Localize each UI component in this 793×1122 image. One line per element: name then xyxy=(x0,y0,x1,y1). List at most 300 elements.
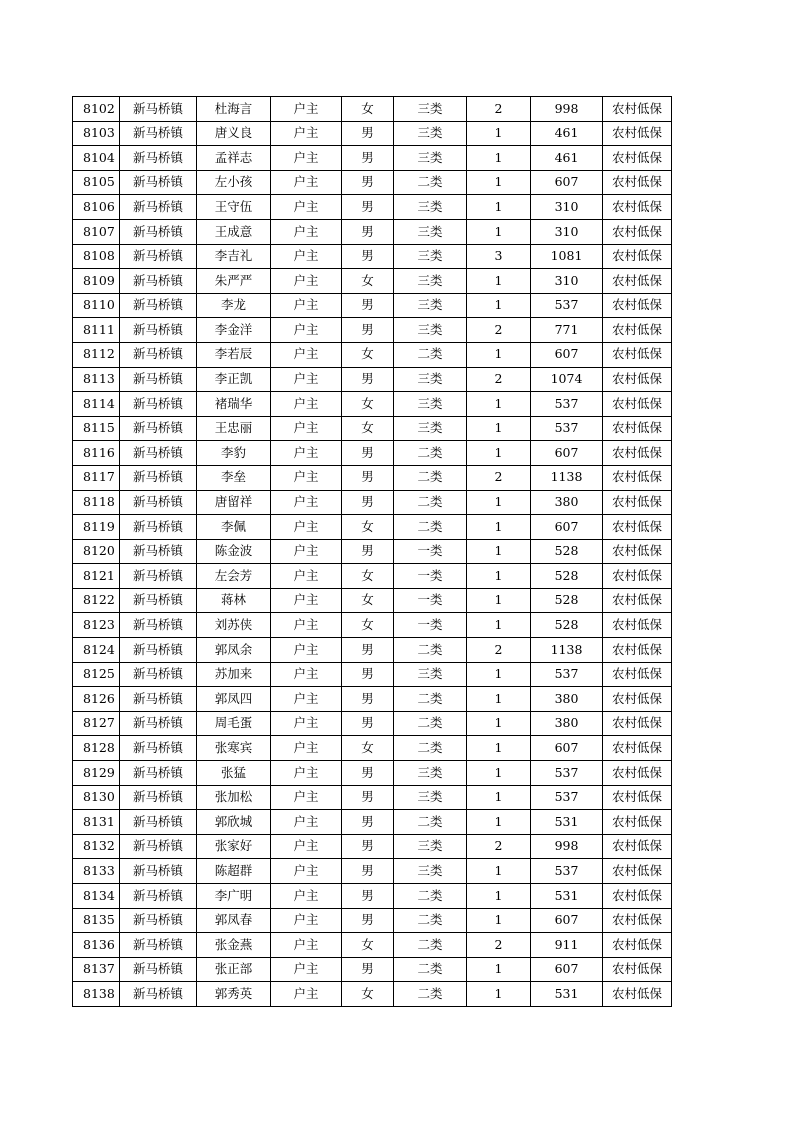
amount-cell: 537 xyxy=(531,293,603,318)
relation-cell: 户主 xyxy=(271,785,342,810)
assistance-type-cell: 农村低保 xyxy=(603,490,672,515)
amount-cell: 531 xyxy=(531,810,603,835)
category-cell: 三类 xyxy=(394,318,467,343)
household-size-cell: 2 xyxy=(467,638,531,663)
household-size-cell: 2 xyxy=(467,465,531,490)
household-size-cell: 1 xyxy=(467,736,531,761)
gender-cell: 男 xyxy=(342,761,394,786)
town-cell: 新马桥镇 xyxy=(120,146,197,171)
assistance-type-cell: 农村低保 xyxy=(603,392,672,417)
gender-cell: 女 xyxy=(342,564,394,589)
record-number-cell: 8121 xyxy=(73,564,120,589)
relation-cell: 户主 xyxy=(271,195,342,220)
category-cell: 三类 xyxy=(394,195,467,220)
town-cell: 新马桥镇 xyxy=(120,342,197,367)
assistance-type-cell: 农村低保 xyxy=(603,146,672,171)
relation-cell: 户主 xyxy=(271,318,342,343)
town-cell: 新马桥镇 xyxy=(120,170,197,195)
category-cell: 三类 xyxy=(394,859,467,884)
relation-cell: 户主 xyxy=(271,884,342,909)
name-cell: 杜海言 xyxy=(197,97,271,122)
gender-cell: 女 xyxy=(342,416,394,441)
record-number-cell: 8116 xyxy=(73,441,120,466)
amount-cell: 461 xyxy=(531,146,603,171)
record-number-cell: 8127 xyxy=(73,711,120,736)
assistance-type-cell: 农村低保 xyxy=(603,219,672,244)
amount-cell: 461 xyxy=(531,121,603,146)
table-row xyxy=(73,269,672,294)
assistance-type-cell: 农村低保 xyxy=(603,564,672,589)
gender-cell: 女 xyxy=(342,736,394,761)
category-cell: 二类 xyxy=(394,736,467,761)
amount-cell: 911 xyxy=(531,933,603,958)
town-cell: 新马桥镇 xyxy=(120,908,197,933)
relation-cell: 户主 xyxy=(271,982,342,1007)
category-cell: 二类 xyxy=(394,638,467,663)
table-row xyxy=(73,97,672,122)
table-row xyxy=(73,515,672,540)
gender-cell: 男 xyxy=(342,195,394,220)
table-row xyxy=(73,465,672,490)
category-cell: 一类 xyxy=(394,564,467,589)
record-number-cell: 8134 xyxy=(73,884,120,909)
amount-cell: 528 xyxy=(531,588,603,613)
household-size-cell: 1 xyxy=(467,146,531,171)
town-cell: 新马桥镇 xyxy=(120,711,197,736)
household-size-cell: 1 xyxy=(467,564,531,589)
amount-cell: 1074 xyxy=(531,367,603,392)
amount-cell: 310 xyxy=(531,269,603,294)
category-cell: 三类 xyxy=(394,834,467,859)
table-row xyxy=(73,244,672,269)
name-cell: 苏加来 xyxy=(197,662,271,687)
amount-cell: 537 xyxy=(531,785,603,810)
town-cell: 新马桥镇 xyxy=(120,441,197,466)
category-cell: 三类 xyxy=(394,244,467,269)
record-number-cell: 8109 xyxy=(73,269,120,294)
household-size-cell: 1 xyxy=(467,121,531,146)
name-cell: 左小孩 xyxy=(197,170,271,195)
relation-cell: 户主 xyxy=(271,736,342,761)
table-row xyxy=(73,859,672,884)
assistance-type-cell: 农村低保 xyxy=(603,859,672,884)
assistance-type-cell: 农村低保 xyxy=(603,195,672,220)
gender-cell: 女 xyxy=(342,982,394,1007)
gender-cell: 男 xyxy=(342,490,394,515)
table-row xyxy=(73,539,672,564)
household-size-cell: 1 xyxy=(467,711,531,736)
assistance-table xyxy=(72,96,672,1007)
gender-cell: 男 xyxy=(342,293,394,318)
table-row xyxy=(73,170,672,195)
category-cell: 二类 xyxy=(394,170,467,195)
relation-cell: 户主 xyxy=(271,416,342,441)
name-cell: 郭秀英 xyxy=(197,982,271,1007)
gender-cell: 女 xyxy=(342,588,394,613)
table-row xyxy=(73,908,672,933)
assistance-type-cell: 农村低保 xyxy=(603,933,672,958)
assistance-type-cell: 农村低保 xyxy=(603,982,672,1007)
town-cell: 新马桥镇 xyxy=(120,564,197,589)
assistance-type-cell: 农村低保 xyxy=(603,711,672,736)
assistance-type-cell: 农村低保 xyxy=(603,97,672,122)
gender-cell: 女 xyxy=(342,392,394,417)
category-cell: 一类 xyxy=(394,588,467,613)
table-row xyxy=(73,564,672,589)
amount-cell: 771 xyxy=(531,318,603,343)
relation-cell: 户主 xyxy=(271,170,342,195)
name-cell: 李若辰 xyxy=(197,342,271,367)
amount-cell: 607 xyxy=(531,515,603,540)
category-cell: 二类 xyxy=(394,957,467,982)
town-cell: 新马桥镇 xyxy=(120,392,197,417)
gender-cell: 男 xyxy=(342,638,394,663)
amount-cell: 537 xyxy=(531,662,603,687)
town-cell: 新马桥镇 xyxy=(120,121,197,146)
assistance-type-cell: 农村低保 xyxy=(603,170,672,195)
town-cell: 新马桥镇 xyxy=(120,195,197,220)
gender-cell: 男 xyxy=(342,711,394,736)
record-number-cell: 8128 xyxy=(73,736,120,761)
record-number-cell: 8102 xyxy=(73,97,120,122)
category-cell: 二类 xyxy=(394,810,467,835)
name-cell: 李吉礼 xyxy=(197,244,271,269)
assistance-type-cell: 农村低保 xyxy=(603,515,672,540)
assistance-type-cell: 农村低保 xyxy=(603,539,672,564)
table-row xyxy=(73,785,672,810)
category-cell: 三类 xyxy=(394,785,467,810)
record-number-cell: 8125 xyxy=(73,662,120,687)
table-row xyxy=(73,490,672,515)
relation-cell: 户主 xyxy=(271,146,342,171)
table-row xyxy=(73,884,672,909)
town-cell: 新马桥镇 xyxy=(120,982,197,1007)
category-cell: 二类 xyxy=(394,342,467,367)
gender-cell: 男 xyxy=(342,146,394,171)
household-size-cell: 1 xyxy=(467,392,531,417)
town-cell: 新马桥镇 xyxy=(120,810,197,835)
category-cell: 三类 xyxy=(394,662,467,687)
category-cell: 二类 xyxy=(394,884,467,909)
name-cell: 李金洋 xyxy=(197,318,271,343)
table-row xyxy=(73,638,672,663)
name-cell: 蒋林 xyxy=(197,588,271,613)
household-size-cell: 1 xyxy=(467,293,531,318)
town-cell: 新马桥镇 xyxy=(120,638,197,663)
record-number-cell: 8120 xyxy=(73,539,120,564)
amount-cell: 531 xyxy=(531,982,603,1007)
assistance-type-cell: 农村低保 xyxy=(603,761,672,786)
table-row xyxy=(73,613,672,638)
record-number-cell: 8117 xyxy=(73,465,120,490)
amount-cell: 998 xyxy=(531,97,603,122)
town-cell: 新马桥镇 xyxy=(120,687,197,712)
table-row xyxy=(73,342,672,367)
name-cell: 郭凤四 xyxy=(197,687,271,712)
assistance-type-cell: 农村低保 xyxy=(603,293,672,318)
record-number-cell: 8136 xyxy=(73,933,120,958)
table-row xyxy=(73,687,672,712)
amount-cell: 607 xyxy=(531,736,603,761)
name-cell: 李广明 xyxy=(197,884,271,909)
table-row xyxy=(73,662,672,687)
relation-cell: 户主 xyxy=(271,539,342,564)
household-size-cell: 1 xyxy=(467,195,531,220)
category-cell: 三类 xyxy=(394,293,467,318)
table-row xyxy=(73,982,672,1007)
category-cell: 一类 xyxy=(394,539,467,564)
category-cell: 三类 xyxy=(394,121,467,146)
gender-cell: 女 xyxy=(342,342,394,367)
name-cell: 郭欣城 xyxy=(197,810,271,835)
amount-cell: 528 xyxy=(531,613,603,638)
household-size-cell: 2 xyxy=(467,97,531,122)
amount-cell: 537 xyxy=(531,859,603,884)
household-size-cell: 1 xyxy=(467,785,531,810)
town-cell: 新马桥镇 xyxy=(120,588,197,613)
gender-cell: 男 xyxy=(342,465,394,490)
relation-cell: 户主 xyxy=(271,613,342,638)
relation-cell: 户主 xyxy=(271,342,342,367)
household-size-cell: 1 xyxy=(467,539,531,564)
name-cell: 李正凯 xyxy=(197,367,271,392)
gender-cell: 男 xyxy=(342,859,394,884)
gender-cell: 男 xyxy=(342,957,394,982)
name-cell: 张家好 xyxy=(197,834,271,859)
town-cell: 新马桥镇 xyxy=(120,613,197,638)
amount-cell: 380 xyxy=(531,711,603,736)
household-size-cell: 1 xyxy=(467,761,531,786)
table-row xyxy=(73,392,672,417)
gender-cell: 男 xyxy=(342,367,394,392)
table-row xyxy=(73,834,672,859)
town-cell: 新马桥镇 xyxy=(120,785,197,810)
relation-cell: 户主 xyxy=(271,244,342,269)
assistance-type-cell: 农村低保 xyxy=(603,367,672,392)
relation-cell: 户主 xyxy=(271,588,342,613)
record-number-cell: 8107 xyxy=(73,219,120,244)
name-cell: 刘苏侠 xyxy=(197,613,271,638)
record-number-cell: 8103 xyxy=(73,121,120,146)
name-cell: 陈金波 xyxy=(197,539,271,564)
amount-cell: 537 xyxy=(531,416,603,441)
record-number-cell: 8124 xyxy=(73,638,120,663)
assistance-type-cell: 农村低保 xyxy=(603,884,672,909)
assistance-type-cell: 农村低保 xyxy=(603,244,672,269)
gender-cell: 女 xyxy=(342,97,394,122)
relation-cell: 户主 xyxy=(271,441,342,466)
town-cell: 新马桥镇 xyxy=(120,884,197,909)
table-row xyxy=(73,441,672,466)
record-number-cell: 8111 xyxy=(73,318,120,343)
table-row xyxy=(73,367,672,392)
amount-cell: 607 xyxy=(531,908,603,933)
household-size-cell: 3 xyxy=(467,244,531,269)
category-cell: 二类 xyxy=(394,933,467,958)
amount-cell: 380 xyxy=(531,687,603,712)
category-cell: 一类 xyxy=(394,613,467,638)
record-number-cell: 8113 xyxy=(73,367,120,392)
name-cell: 张猛 xyxy=(197,761,271,786)
name-cell: 郭凤春 xyxy=(197,908,271,933)
town-cell: 新马桥镇 xyxy=(120,490,197,515)
record-number-cell: 8108 xyxy=(73,244,120,269)
name-cell: 唐留祥 xyxy=(197,490,271,515)
table-row xyxy=(73,711,672,736)
assistance-type-cell: 农村低保 xyxy=(603,342,672,367)
category-cell: 三类 xyxy=(394,146,467,171)
town-cell: 新马桥镇 xyxy=(120,515,197,540)
category-cell: 三类 xyxy=(394,97,467,122)
assistance-type-cell: 农村低保 xyxy=(603,908,672,933)
assistance-type-cell: 农村低保 xyxy=(603,662,672,687)
gender-cell: 男 xyxy=(342,834,394,859)
household-size-cell: 2 xyxy=(467,834,531,859)
household-size-cell: 1 xyxy=(467,613,531,638)
name-cell: 陈超群 xyxy=(197,859,271,884)
name-cell: 张正部 xyxy=(197,957,271,982)
household-size-cell: 2 xyxy=(467,318,531,343)
relation-cell: 户主 xyxy=(271,711,342,736)
gender-cell: 女 xyxy=(342,613,394,638)
town-cell: 新马桥镇 xyxy=(120,761,197,786)
name-cell: 朱严严 xyxy=(197,269,271,294)
name-cell: 李佩 xyxy=(197,515,271,540)
town-cell: 新马桥镇 xyxy=(120,539,197,564)
amount-cell: 1081 xyxy=(531,244,603,269)
household-size-cell: 1 xyxy=(467,588,531,613)
assistance-type-cell: 农村低保 xyxy=(603,441,672,466)
gender-cell: 男 xyxy=(342,810,394,835)
household-size-cell: 1 xyxy=(467,170,531,195)
table-row xyxy=(73,736,672,761)
town-cell: 新马桥镇 xyxy=(120,367,197,392)
town-cell: 新马桥镇 xyxy=(120,859,197,884)
relation-cell: 户主 xyxy=(271,392,342,417)
assistance-type-cell: 农村低保 xyxy=(603,834,672,859)
household-size-cell: 1 xyxy=(467,662,531,687)
table-row xyxy=(73,810,672,835)
household-size-cell: 1 xyxy=(467,884,531,909)
relation-cell: 户主 xyxy=(271,490,342,515)
category-cell: 三类 xyxy=(394,416,467,441)
gender-cell: 女 xyxy=(342,515,394,540)
relation-cell: 户主 xyxy=(271,564,342,589)
assistance-type-cell: 农村低保 xyxy=(603,588,672,613)
household-size-cell: 1 xyxy=(467,908,531,933)
household-size-cell: 1 xyxy=(467,687,531,712)
name-cell: 张寒宾 xyxy=(197,736,271,761)
town-cell: 新马桥镇 xyxy=(120,662,197,687)
table-row xyxy=(73,588,672,613)
table-row xyxy=(73,293,672,318)
category-cell: 三类 xyxy=(394,367,467,392)
household-size-cell: 1 xyxy=(467,269,531,294)
record-number-cell: 8122 xyxy=(73,588,120,613)
category-cell: 三类 xyxy=(394,761,467,786)
record-number-cell: 8118 xyxy=(73,490,120,515)
assistance-type-cell: 农村低保 xyxy=(603,465,672,490)
assistance-type-cell: 农村低保 xyxy=(603,687,672,712)
category-cell: 三类 xyxy=(394,392,467,417)
assistance-type-cell: 农村低保 xyxy=(603,785,672,810)
category-cell: 二类 xyxy=(394,982,467,1007)
town-cell: 新马桥镇 xyxy=(120,293,197,318)
household-size-cell: 2 xyxy=(467,933,531,958)
assistance-type-cell: 农村低保 xyxy=(603,416,672,441)
assistance-type-cell: 农村低保 xyxy=(603,810,672,835)
category-cell: 二类 xyxy=(394,441,467,466)
relation-cell: 户主 xyxy=(271,859,342,884)
record-number-cell: 8131 xyxy=(73,810,120,835)
assistance-type-cell: 农村低保 xyxy=(603,121,672,146)
name-cell: 王忠丽 xyxy=(197,416,271,441)
relation-cell: 户主 xyxy=(271,638,342,663)
household-size-cell: 1 xyxy=(467,490,531,515)
name-cell: 李垒 xyxy=(197,465,271,490)
town-cell: 新马桥镇 xyxy=(120,97,197,122)
amount-cell: 537 xyxy=(531,761,603,786)
record-number-cell: 8106 xyxy=(73,195,120,220)
gender-cell: 男 xyxy=(342,662,394,687)
record-number-cell: 8138 xyxy=(73,982,120,1007)
record-number-cell: 8126 xyxy=(73,687,120,712)
town-cell: 新马桥镇 xyxy=(120,269,197,294)
category-cell: 三类 xyxy=(394,219,467,244)
town-cell: 新马桥镇 xyxy=(120,318,197,343)
household-size-cell: 1 xyxy=(467,219,531,244)
table-row xyxy=(73,416,672,441)
record-number-cell: 8123 xyxy=(73,613,120,638)
category-cell: 二类 xyxy=(394,465,467,490)
record-number-cell: 8132 xyxy=(73,834,120,859)
relation-cell: 户主 xyxy=(271,97,342,122)
town-cell: 新马桥镇 xyxy=(120,244,197,269)
amount-cell: 607 xyxy=(531,170,603,195)
household-size-cell: 2 xyxy=(467,367,531,392)
relation-cell: 户主 xyxy=(271,293,342,318)
household-size-cell: 1 xyxy=(467,957,531,982)
category-cell: 二类 xyxy=(394,515,467,540)
table-row xyxy=(73,318,672,343)
category-cell: 三类 xyxy=(394,269,467,294)
relation-cell: 户主 xyxy=(271,515,342,540)
gender-cell: 男 xyxy=(342,687,394,712)
record-number-cell: 8130 xyxy=(73,785,120,810)
amount-cell: 1138 xyxy=(531,638,603,663)
amount-cell: 310 xyxy=(531,195,603,220)
relation-cell: 户主 xyxy=(271,687,342,712)
record-number-cell: 8105 xyxy=(73,170,120,195)
amount-cell: 528 xyxy=(531,564,603,589)
relation-cell: 户主 xyxy=(271,761,342,786)
record-number-cell: 8104 xyxy=(73,146,120,171)
relation-cell: 户主 xyxy=(271,834,342,859)
town-cell: 新马桥镇 xyxy=(120,219,197,244)
household-size-cell: 1 xyxy=(467,342,531,367)
town-cell: 新马桥镇 xyxy=(120,957,197,982)
relation-cell: 户主 xyxy=(271,219,342,244)
household-size-cell: 1 xyxy=(467,416,531,441)
name-cell: 王守伍 xyxy=(197,195,271,220)
amount-cell: 607 xyxy=(531,342,603,367)
name-cell: 张金燕 xyxy=(197,933,271,958)
record-number-cell: 8129 xyxy=(73,761,120,786)
name-cell: 孟祥志 xyxy=(197,146,271,171)
name-cell: 郭凤余 xyxy=(197,638,271,663)
relation-cell: 户主 xyxy=(271,662,342,687)
gender-cell: 男 xyxy=(342,219,394,244)
